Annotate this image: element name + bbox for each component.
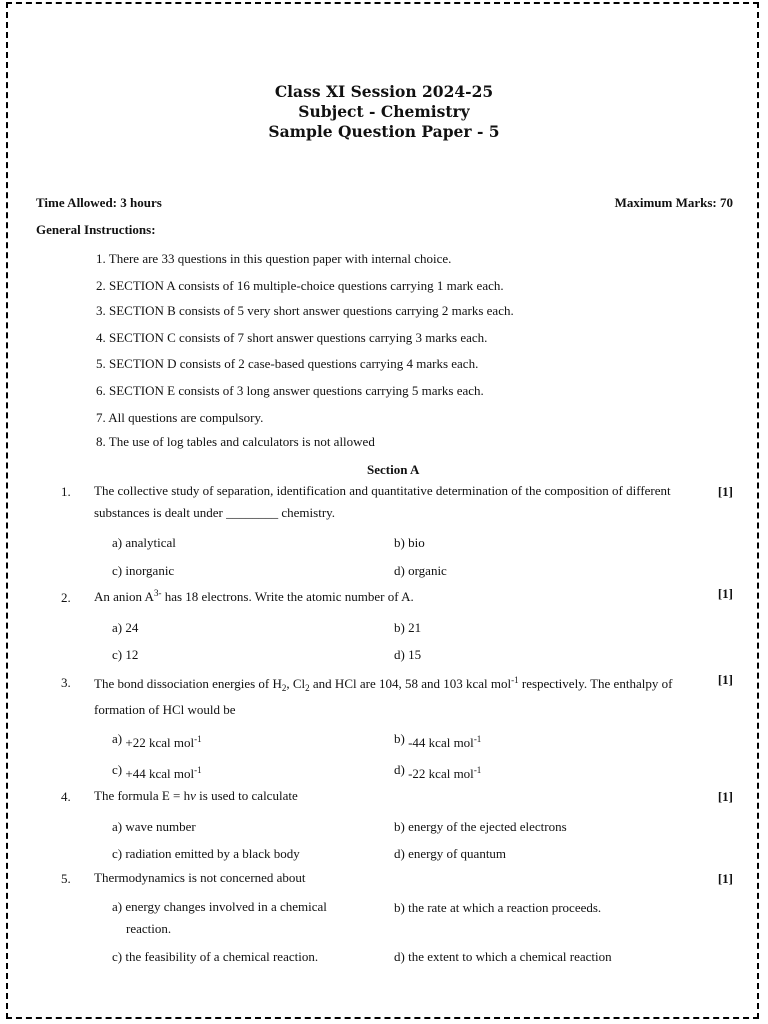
question-number: 4. (61, 789, 71, 804)
option-d: d) -22 kcal mol$^{-1}$ (394, 762, 482, 781)
option-b: b) energy of the ejected electrons (394, 819, 567, 834)
instruction-item: 7. All questions are compulsory. (96, 410, 264, 425)
question-mark: [1] (717, 586, 733, 601)
question-number: 1. (61, 484, 71, 499)
option-a: a) energy changes involved in a chemical reaction. (112, 899, 327, 936)
option-d: d) energy of quantum (394, 846, 507, 861)
option-b: b) the rate at which a reaction proceeds. (394, 900, 602, 915)
option-b: b) -44 kcal mol$^{-1}$ (394, 731, 482, 750)
instruction-item: 8. The use of log tables and calculators is not allowed (96, 434, 375, 449)
question-mark: [1] (717, 672, 733, 687)
maximum-marks: Maximum Marks: 70 (614, 195, 733, 210)
time-allowed: Time Allowed: 3 hours (36, 195, 162, 210)
instruction-item: 1. There are 33 questions in this question paper with internal choice. (96, 251, 452, 266)
paper-subject-title: Subject - Chemistry (298, 102, 470, 121)
question-mark: [1] (717, 871, 733, 886)
question-text: An anion $A^{3-}$ has 18 electrons. Write the atomic number of A. (94, 588, 414, 604)
general-instructions-heading: General Instructions: (36, 222, 156, 237)
option-b: b) 21 (394, 620, 422, 635)
option-a: a) analytical (112, 535, 176, 550)
paper-sample-title: Sample Question Paper - 5 (268, 122, 500, 141)
option-d: d) the extent to which a chemical reaction (394, 949, 612, 964)
instruction-item: 4. SECTION C consists of 7 short answer questions carrying 3 marks each. (96, 330, 488, 345)
option-c: c) +44 kcal mol$^{-1}$ (112, 762, 202, 781)
option-c: c) the feasibility of a chemical reaction. (112, 949, 319, 964)
option-d: d) organic (394, 563, 447, 578)
option-c: c) 12 (112, 647, 139, 662)
question-text: The collective study of separation, identification and quantitative determination of the composition of different substances is dealt under ________ chemistry. (94, 483, 671, 520)
instruction-item: 2. SECTION A consists of 16 multiple-choice questions carrying 1 mark each. (96, 278, 504, 293)
option-a: a) +22 kcal mol$^{-1}$ (112, 731, 202, 750)
question-number: 3. (61, 675, 71, 690)
paper-class-title: Class XI Session 2024-25 (274, 82, 494, 101)
question-number: 5. (61, 871, 71, 886)
option-a: a) 24 (112, 620, 139, 635)
question-text: The bond dissociation energies of $H_2$, $Cl_2$ and HCl are 104, 58 and 103 kcal mol$^{-1}$ respectively. The enthalpy of formation of HCl would be (94, 675, 673, 717)
question-mark: [1] (717, 484, 733, 499)
option-c: c) radiation emitted by a black body (112, 846, 300, 861)
option-c: c) inorganic (112, 563, 175, 578)
question-mark: [1] (717, 789, 733, 804)
option-a: a) wave number (112, 819, 196, 834)
option-d: d) 15 (394, 647, 422, 662)
question-text: The formula E = hν is used to calculate (94, 788, 298, 803)
instruction-item: 6. SECTION E consists of 3 long answer questions carrying 5 marks each. (96, 383, 484, 398)
question-text: Thermodynamics is not concerned about (94, 870, 306, 885)
instruction-item: 5. SECTION D consists of 2 case-based questions carrying 4 marks each. (96, 356, 479, 371)
section-title: Section A (367, 462, 420, 477)
question-number: 2. (61, 590, 71, 605)
option-b: b) bio (394, 535, 425, 550)
instruction-item: 3. SECTION B consists of 5 very short answer questions carrying 2 marks each. (96, 303, 514, 318)
